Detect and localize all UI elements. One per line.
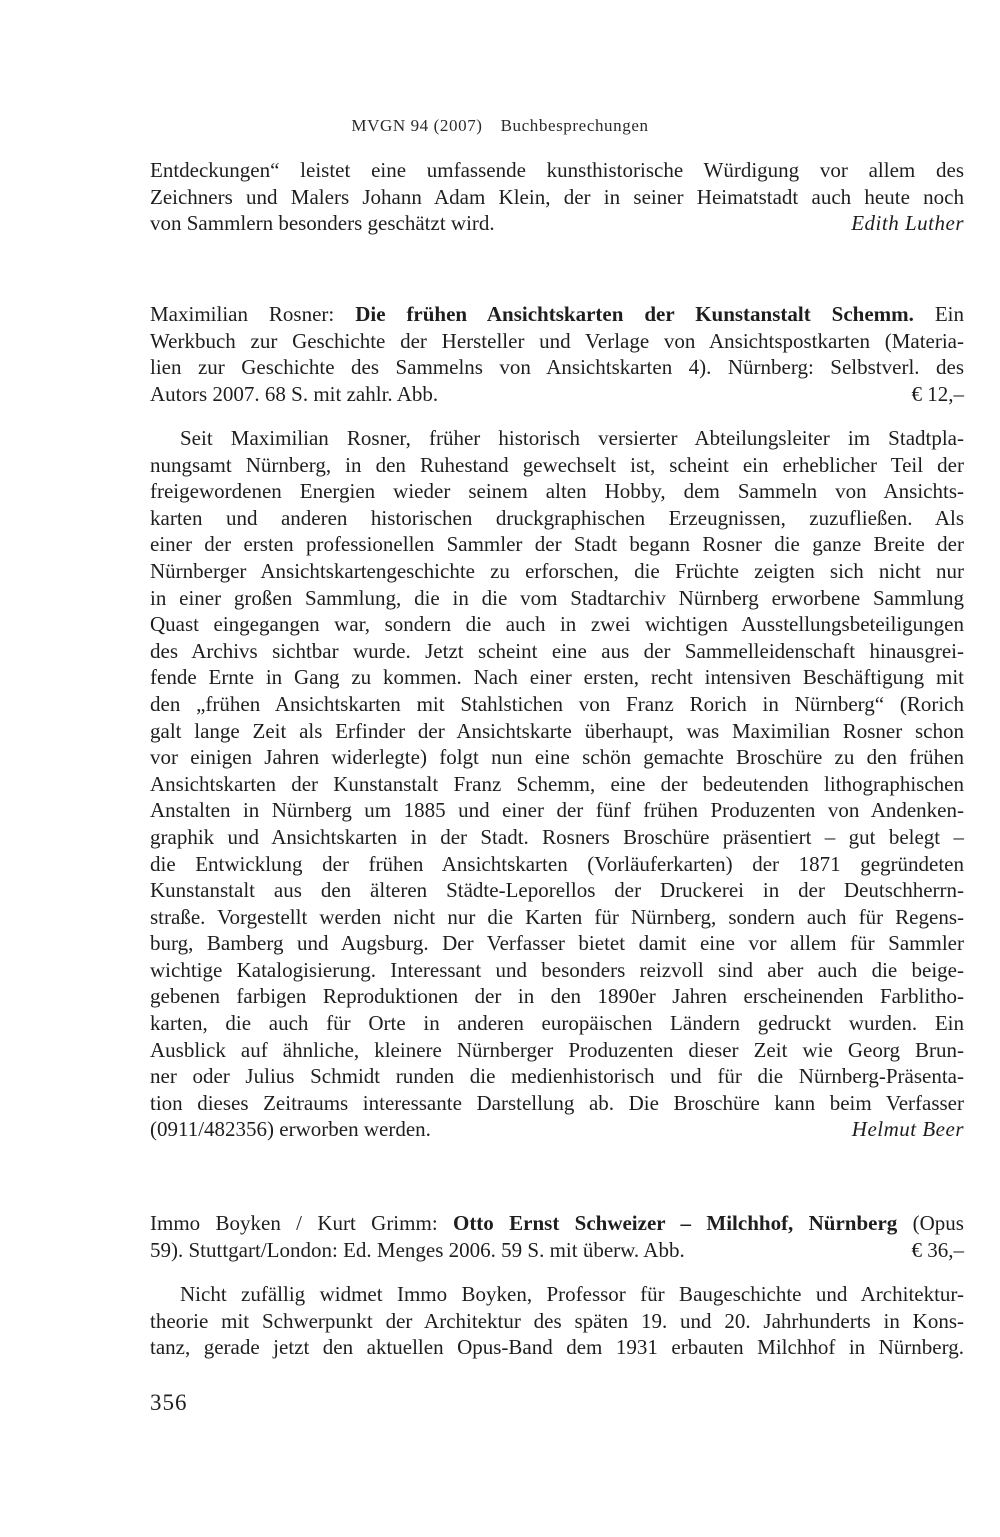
book-author: Immo Boyken / Kurt Grimm: (150, 1211, 453, 1235)
review-rosner-body (150, 425, 964, 1143)
paragraph-line: (0911/482356) erworben werden. (150, 1117, 431, 1142)
review-boyken-grimm (150, 1210, 964, 1263)
citation-line: Werkbuch zur Geschichte der Hersteller und Verlage von Ansichtspostkarten (Materia- (150, 328, 964, 353)
paragraph-line: freigewordenen Energien wieder seinem alten Hobby, dem Sammeln von Ansichts- (150, 479, 964, 504)
paragraph-line: Kunstanstalt aus den älteren Städte-Leporellos der Druckerei in der Deutschherrn- (150, 878, 964, 903)
citation-line: Autors 2007. 68 S. mit zahlr. Abb. (150, 381, 439, 406)
reviewer-signature: Helmut Beer (851, 1117, 964, 1142)
paragraph-line: fende Ernte in Gang zu kommen. Nach einer ersten, recht intensiven Beschäftigung mit (150, 665, 964, 690)
book-price: € 36,– (911, 1237, 964, 1262)
paragraph-line: Ausblick auf ähnliche, kleinere Nürnberger Produzenten dieser Zeit wie Georg Brun- (150, 1037, 964, 1062)
paragraph-line: Nürnberger Ansichtskartengeschichte zu erforschen, die Früchte zeigten sich nicht nur (150, 558, 964, 583)
running-header (0, 116, 1000, 136)
paragraph-line: nungsamt Nürnberg, in den Ruhestand gewechselt ist, scheint ein erheblicher Teil der (150, 452, 964, 477)
paragraph-line: Nicht zufällig widmet Immo Boyken, Professor für Baugeschichte und Architektur- (180, 1282, 964, 1306)
closing-row (150, 1116, 964, 1143)
previous-review-ending (150, 157, 964, 237)
book-price: € 12,– (911, 381, 964, 406)
paragraph-line: Seit Maximilian Rosner, früher historisch versierter Abteilungsleiter im Stadtpla- (180, 426, 964, 450)
paragraph-line: die Entwicklung der frühen Ansichtskarten (Vorläuferkarten) der 1871 gegründeten (150, 851, 964, 876)
text-line: von Sammlern besonders geschätzt wird. (150, 211, 495, 236)
section-title: Buchbesprechungen (500, 116, 649, 135)
paragraph-line: Ansichtskarten der Kunstanstalt Franz Schemm, eine der bedeutenden lithographischen (150, 771, 964, 796)
citation-closing-row (150, 381, 964, 408)
reviewer-signature: Edith Luther (851, 211, 964, 236)
book-title: Otto Ernst Schweizer – Milchhof, Nürnberg (452, 1211, 898, 1235)
book-author: Maximilian Rosner: (150, 302, 356, 326)
text-line: Zeichners und Malers Johann Adam Klein, der in seiner Heimatstadt auch heute noch (150, 184, 964, 209)
review-boyken-grimm-body (150, 1281, 964, 1361)
paragraph-line: tanz, gerade jetzt den aktuellen Opus-Band dem 1931 erbauten Milchhof in Nürnberg. (150, 1335, 964, 1360)
paragraph-line: galt lange Zeit als Erfinder der Ansichtskarte überhaupt, was Maximilian Rosner schon (150, 718, 964, 743)
citation-line: Maximilian Rosner: Die frühen Ansichtskarten der Kunstanstalt Schemm. Ein (150, 302, 964, 326)
paragraph-line: tion dieses Zeitraums interessante Darstellung ab. Die Broschüre kann beim Verfasser (150, 1090, 964, 1115)
paragraph-line: wichtige Katalogisierung. Interessant und besonders reizvoll sind aber auch die beige- (150, 957, 964, 982)
paragraph-line: theorie mit Schwerpunkt der Architektur des späten 19. und 20. Jahrhunderts in Kons- (150, 1308, 964, 1333)
book-title: Die frühen Ansichtskarten der Kunstanstalt Schemm. (355, 302, 914, 326)
paragraph-line: graphik und Ansichtskarten in der Stadt. Rosners Broschüre präsentiert – gut belegt – (150, 824, 964, 849)
paragraph-line: karten, die auch für Orte in anderen europäischen Ländern gedruckt wurden. Ein (150, 1011, 964, 1036)
paragraph-line: Anstalten in Nürnberg um 1885 und einer der fünf frühen Produzenten von Andenken- (150, 798, 964, 823)
paragraph-line: des Archivs sichtbar wurde. Jetzt scheint eine aus der Sammelleidenschaft hinausgrei- (150, 638, 964, 663)
journal-reference: MVGN 94 (2007) (351, 116, 483, 135)
citation-line: Immo Boyken / Kurt Grimm: Otto Ernst Schweizer – Milchhof, Nürnberg (Opus (150, 1211, 964, 1235)
paragraph-line: den „frühen Ansichtskarten mit Stahlstichen von Franz Rorich in Nürnberg“ (Rorich (150, 691, 964, 716)
text-line: Entdeckungen“ leistet eine umfassende kunsthistorische Würdigung vor allem des (150, 158, 964, 182)
page-number: 356 (150, 1390, 188, 1415)
review-rosner (150, 301, 964, 407)
citation-line: 59). Stuttgart/London: Ed. Menges 2006. 59 S. mit überw. Abb. (150, 1237, 685, 1262)
paragraph-line: vor einigen Jahren widerlegte) folgt nun eine schön gemachte Broschüre zu den frühen (150, 745, 964, 770)
paragraph-line: straße. Vorgestellt werden nicht nur die Karten für Nürnberg, sondern auch für Regens- (150, 904, 964, 929)
paragraph-line: karten und anderen historischen druckgraphischen Erzeugnissen, zuzufließen. Als (150, 505, 964, 530)
paragraph-line: ner oder Julius Schmidt runden die medienhistorisch und für die Nürnberg-Präsenta- (150, 1064, 964, 1089)
paragraph-line: Quast eingegangen war, sondern die auch in zwei wichtigen Ausstellungsbeteiligungen (150, 612, 964, 637)
closing-row (150, 210, 964, 237)
paragraph-line: gebenen farbigen Reproduktionen der in den 1890er Jahren erscheinenden Farblitho- (150, 984, 964, 1009)
paragraph-line: in einer großen Sammlung, die in die vom Stadtarchiv Nürnberg erworbene Sammlung (150, 585, 964, 610)
paragraph-line: einer der ersten professionellen Sammler der Stadt begann Rosner die ganze Breite der (150, 532, 964, 557)
citation-closing-row (150, 1237, 964, 1264)
citation-line: lien zur Geschichte des Sammelns von Ansichtskarten 4). Nürnberg: Selbstverl. des (150, 355, 964, 380)
paragraph-line: burg, Bamberg und Augsburg. Der Verfasser bietet damit eine vor allem für Sammler (150, 931, 964, 956)
